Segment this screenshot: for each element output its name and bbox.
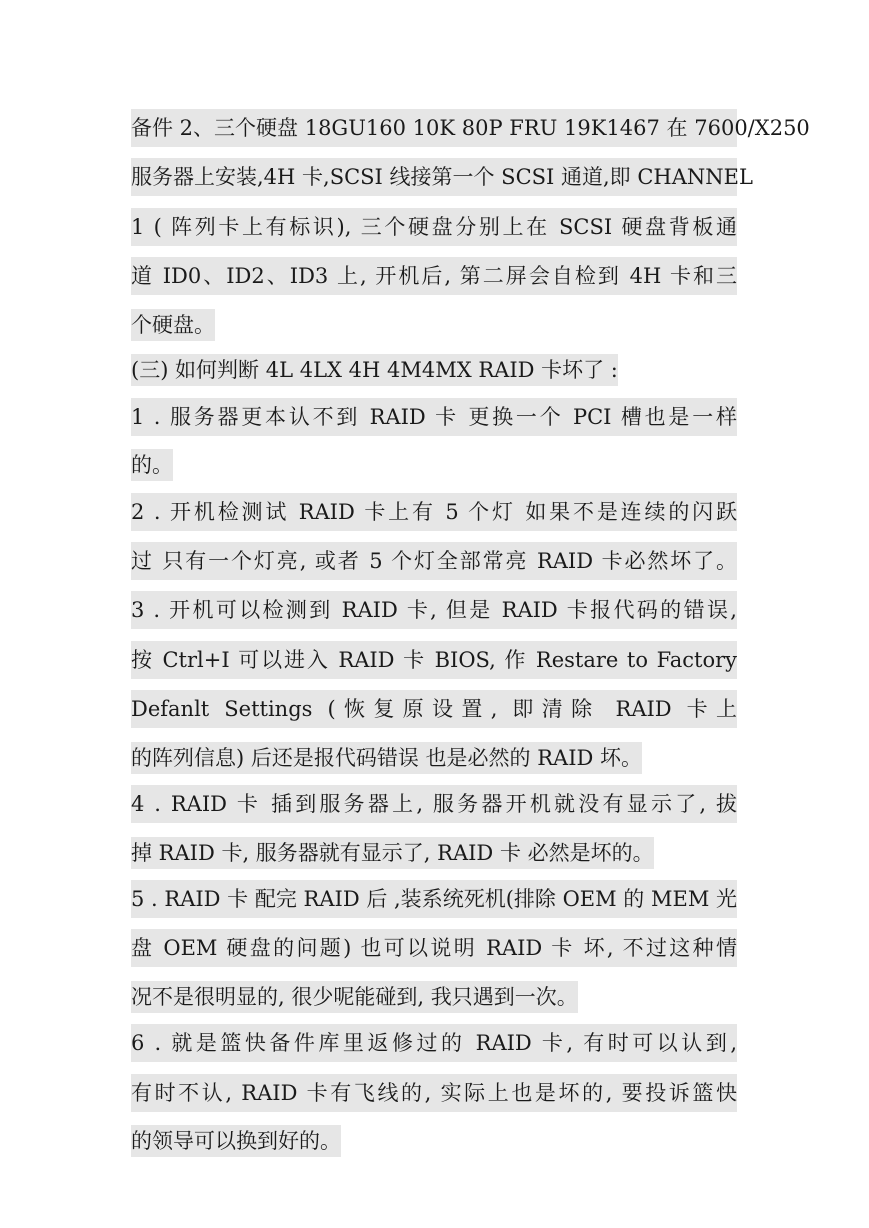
text-line bbox=[131, 736, 737, 782]
line-text: 1 . 服务器更本认不到 RAID 卡 更换一个 PCI 槽也是一样 bbox=[131, 398, 737, 436]
text-line bbox=[131, 880, 737, 926]
line-text: 的领导可以换到好的。 bbox=[131, 1125, 341, 1157]
line-text: 有时不认, RAID 卡有飞线的, 实际上也是坏的, 要投诉篮快 bbox=[131, 1074, 737, 1112]
line-text: 6 . 就是篮快备件库里返修过的 RAID 卡, 有时可以认到, bbox=[131, 1024, 737, 1062]
line-text: 个硬盘。 bbox=[131, 309, 215, 341]
line-text: 2 . 开机检测试 RAID 卡上有 5 个灯 如果不是连续的闪跃 bbox=[131, 493, 737, 531]
text-line bbox=[131, 785, 737, 831]
text-line bbox=[131, 1119, 737, 1165]
text-line bbox=[131, 591, 737, 637]
line-text: 3 . 开机可以检测到 RAID 卡, 但是 RAID 卡报代码的错误, bbox=[131, 591, 737, 629]
line-text: 的阵列信息) 后还是报代码错误 也是必然的 RAID 坏。 bbox=[131, 742, 642, 774]
text-line bbox=[131, 690, 737, 736]
line-text: 5 . RAID 卡 配完 RAID 后 ,装系统死机(排除 OEM 的 MEM 光 bbox=[131, 880, 737, 918]
document-page bbox=[131, 105, 810, 1165]
line-text: 按 Ctrl+I 可以进入 RAID 卡 BIOS, 作 Restare to Factory bbox=[131, 641, 737, 679]
line-text: 服务器上安装,4H 卡,SCSI 线接第一个 SCSI 通道,即 CHANNEL bbox=[131, 158, 737, 196]
line-text: 盘 OEM 硬盘的问题) 也可以说明 RAID 卡 坏, 不过这种情 bbox=[131, 929, 737, 967]
line-text: 备件 2、三个硬盘 18GU160 10K 80P FRU 19K1467 在 7600/X250 bbox=[131, 109, 737, 147]
text-line bbox=[131, 443, 737, 489]
line-text: 况不是很明显的, 很少呢能碰到, 我只遇到一次。 bbox=[131, 981, 578, 1013]
text-line bbox=[131, 542, 737, 588]
text-line bbox=[131, 493, 737, 539]
line-text: 道 ID0、ID2、ID3 上, 开机后, 第二屏会自检到 4H 卡和三 bbox=[131, 257, 737, 295]
line-text: Defanlt Settings (恢复原设置, 即清除 RAID 卡上 bbox=[131, 690, 737, 728]
text-line bbox=[131, 831, 737, 877]
line-text: 4 . RAID 卡 插到服务器上, 服务器开机就没有显示了, 拔 bbox=[131, 785, 737, 823]
text-line bbox=[131, 208, 737, 254]
text-line bbox=[131, 109, 810, 155]
text-line bbox=[131, 929, 737, 975]
line-text: 过 只有一个灯亮, 或者 5 个灯全部常亮 RAID 卡必然坏了。 bbox=[131, 542, 737, 580]
text-line bbox=[131, 641, 737, 687]
text-line bbox=[131, 158, 753, 204]
text-line bbox=[131, 1074, 737, 1120]
text-line bbox=[131, 975, 737, 1021]
line-text: 的。 bbox=[131, 449, 173, 481]
text-line bbox=[131, 257, 737, 303]
text-line bbox=[131, 303, 737, 349]
text-line bbox=[131, 398, 737, 444]
line-text: (三) 如何判断 4L 4LX 4H 4M4MX RAID 卡坏了 : bbox=[131, 354, 618, 386]
section-heading bbox=[131, 348, 737, 394]
text-line bbox=[131, 1024, 737, 1070]
line-text: 1 ( 阵列卡上有标识), 三个硬盘分别上在 SCSI 硬盘背板通 bbox=[131, 208, 737, 246]
line-text: 掉 RAID 卡, 服务器就有显示了, RAID 卡 必然是坏的。 bbox=[131, 837, 654, 869]
